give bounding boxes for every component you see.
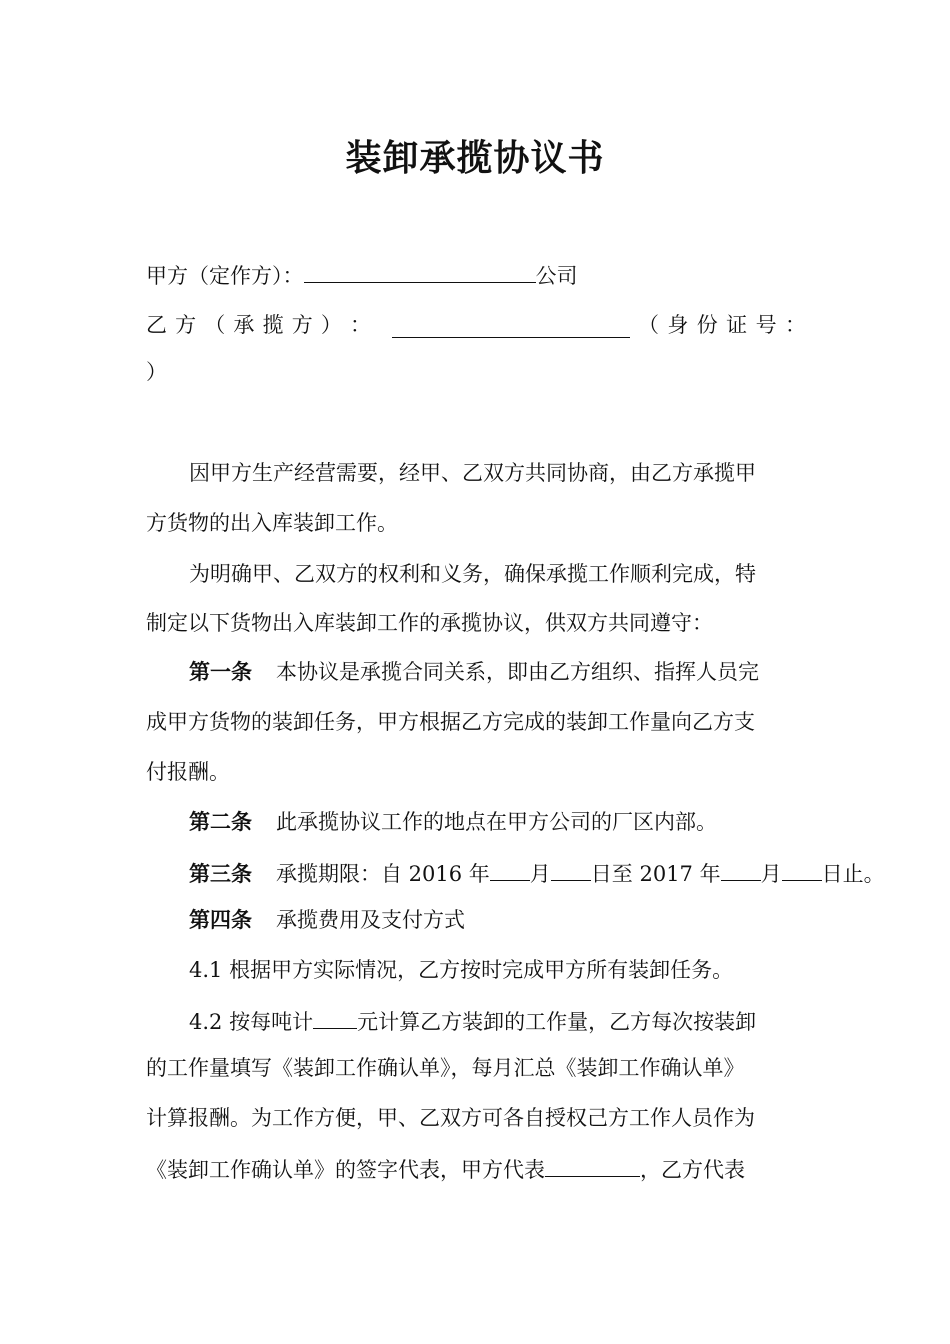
party-b-char: ： [349,313,371,337]
month-label: 月 [529,862,551,886]
party-b-id-char: 号 [755,313,777,337]
party-b-char: 乙 [146,313,167,337]
article-2-line [189,809,806,835]
clause-4-2-text-start: 4.2 按每吨计 [189,1010,314,1034]
paragraph-1-line-2: 方货物的出入库装卸工作。 [146,511,398,535]
paragraph-1-line-1: 因甲方生产经营需要，经甲、乙双方共同协商，由乙方承揽甲 [189,461,756,485]
article-1-heading: 第一条 [189,659,252,684]
start-month-blank[interactable] [490,858,530,881]
party-b-char: 揽 [262,313,284,337]
month-label: 月 [760,862,782,886]
clause-4-2-line-4 [146,1154,806,1183]
article-1-line-3: 付报酬。 [146,760,230,784]
party-b-id-char: 身 [667,313,689,337]
party-b-line [146,312,806,338]
paragraph-2-line-2: 制定以下货物出入库装卸工作的承揽协议，供双方共同遵守： [146,611,713,635]
article-1-line-1 [189,659,806,685]
clause-4-2-line-3: 计算报酬。为工作方便，甲、乙双方可各自授权己方工作人员作为 [146,1106,755,1130]
party-b-id-char: （ [638,313,659,337]
article-2-text: 此承揽协议工作的地点在甲方公司的厂区内部。 [276,810,717,834]
article-4-line [189,907,806,933]
article-4-heading: 第四条 [189,907,252,932]
clause-4-2-line-4-end: ，乙方代表 [640,1158,745,1182]
party-b-char: 承 [233,313,255,337]
clause-4-2-line-2: 的工作量填写《装卸工作确认单》，每月汇总《装卸工作确认单》 [146,1056,745,1080]
end-label: 日止。 [821,862,885,886]
party-a-suffix: 公司 [535,264,578,288]
price-per-ton-blank[interactable] [313,1006,357,1029]
party-b-id-char: 份 [696,313,718,337]
party-b-char: ） [320,313,342,337]
party-b-char: 方 [175,313,197,337]
party-a-representative-blank[interactable] [545,1154,640,1177]
party-a-label: 甲方（定作方）： [146,264,304,288]
party-b-label [146,312,371,338]
party-b-id-char: ： [784,313,806,337]
end-day-blank[interactable] [782,858,822,881]
article-1-text: 本协议是承揽合同关系，即由乙方组织、指挥人员完 [276,660,759,684]
party-a-name-blank[interactable] [304,260,536,283]
clause-4-1: 4.1 根据甲方实际情况，乙方按时完成甲方所有装卸任务。 [189,958,734,982]
clause-4-2-text-end: 元计算乙方装卸的工作量，乙方每次按装卸 [357,1010,757,1034]
article-3-text-start: 承揽期限：自 2016 年 [276,862,490,886]
article-2-heading: 第二条 [189,809,252,834]
party-a-line [146,260,806,289]
document-title: 装卸承揽协议书 [345,137,605,179]
start-day-blank[interactable] [551,858,591,881]
party-b-name-blank[interactable] [392,315,630,338]
article-3-line [189,858,885,887]
party-b-id-char: 证 [726,313,748,337]
paragraph-2-line-1: 为明确甲、乙双方的权利和义务，确保承揽工作顺利完成，特 [189,562,756,586]
end-month-blank[interactable] [721,858,761,881]
party-b-char: 方 [291,313,313,337]
clause-4-2-line-1 [189,1006,806,1035]
article-1-line-2: 成甲方货物的装卸任务，甲方根据乙方完成的装卸工作量向乙方支 [146,710,755,734]
article-3-heading: 第三条 [189,861,252,886]
end-year-label: 日至 2017 年 [590,862,721,886]
party-b-id-label [638,312,806,338]
article-4-text: 承揽费用及支付方式 [276,908,465,932]
clause-4-2-line-4-start: 《装卸工作确认单》的签字代表，甲方代表 [146,1158,545,1182]
party-b-char: （ [204,313,226,337]
party-b-id-close: ） [146,360,167,384]
